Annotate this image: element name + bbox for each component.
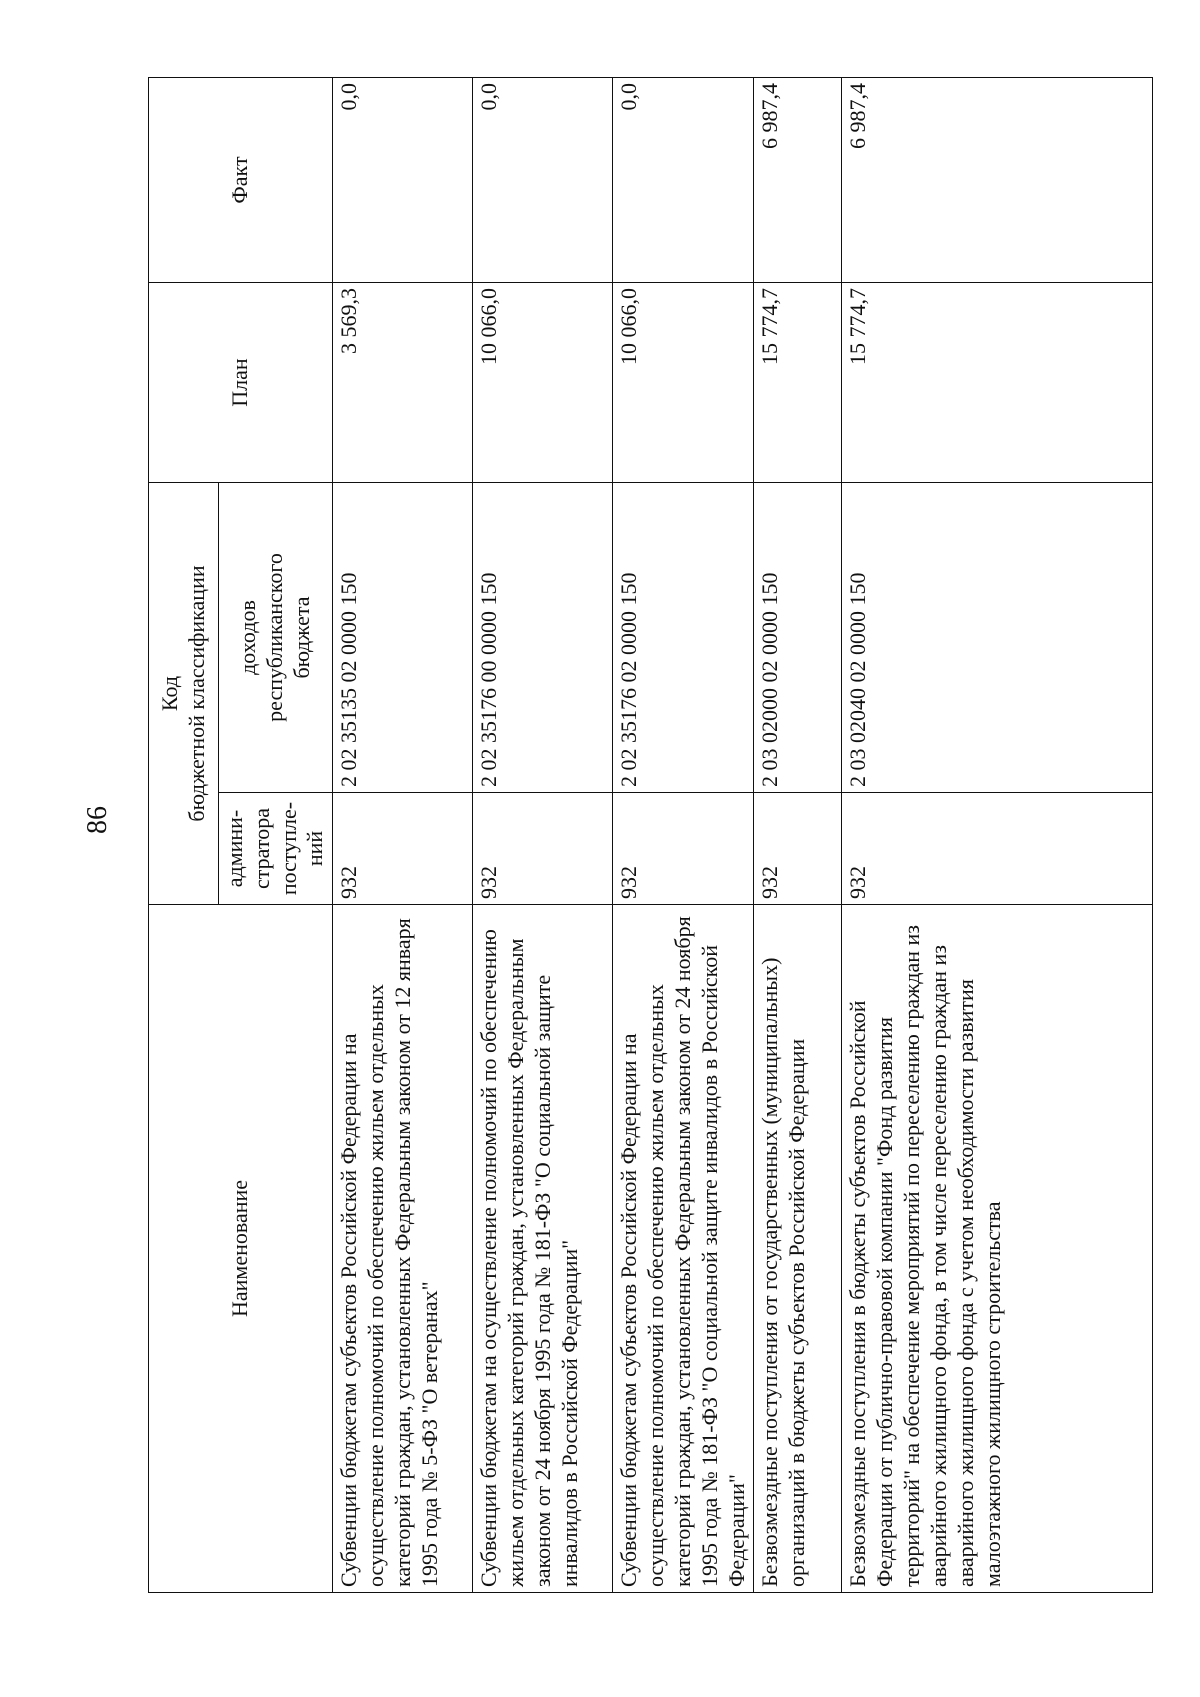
row-admin: 932 xyxy=(842,793,1153,905)
row-admin: 932 xyxy=(473,793,613,905)
row-name: Безвозмездные поступления от государственных (муниципальных) организаций в бюджеты субъектов Российской Федерации xyxy=(754,905,842,1593)
row-code: 2 02 35176 00 0000 150 xyxy=(473,483,613,793)
row-fact: 0,0 xyxy=(613,78,754,283)
page-number: 86 xyxy=(82,806,113,834)
header-code-group: Код бюджетной классификации xyxy=(149,483,219,905)
row-code: 2 03 02000 02 0000 150 xyxy=(754,483,842,793)
row-admin: 932 xyxy=(333,793,473,905)
row-plan: 15 774,7 xyxy=(842,283,1153,483)
row-plan: 15 774,7 xyxy=(754,283,842,483)
header-fact: Факт xyxy=(149,78,333,283)
row-admin: 932 xyxy=(613,793,754,905)
row-name: Субвенции бюджетам субъектов Российской Федерации на осуществление полномочий по обеспечению жильем отдельных категорий граждан, установленных Федеральным законом от 12 января 1995 года № 5-ФЗ "О ветеранах" xyxy=(333,905,473,1593)
row-plan: 10 066,0 xyxy=(613,283,754,483)
row-name: Субвенции бюджетам на осуществление полномочий по обеспечению жильем отдельных категорий граждан, установленных Федеральным законом от 24 ноября 1995 года № 181-ФЗ "О социальной защите инвалидов в Российской Федерации" xyxy=(473,905,613,1593)
header-revenue-code: доходов республиканского бюджета xyxy=(219,483,333,793)
header-name: Наименование xyxy=(149,905,333,1593)
rotated-table-frame xyxy=(148,78,1153,1593)
row-plan: 10 066,0 xyxy=(473,283,613,483)
row-name: Безвозмездные поступления в бюджеты субъектов Российской Федерации от публично-правовой компании "Фонд развития территорий" на обеспечение мероприятий по переселению граждан из аварийного жилищного фонда, в том числе переселению граждан из аварийного жилищного фонда с учетом необходимости развития малоэтажного жилищного строительства xyxy=(842,905,1153,1593)
row-plan: 3 569,3 xyxy=(333,283,473,483)
row-fact: 0,0 xyxy=(333,78,473,283)
row-fact: 6 987,4 xyxy=(842,78,1153,283)
table-row xyxy=(613,78,754,1593)
row-code: 2 02 35135 02 0000 150 xyxy=(333,483,473,793)
header-admin: админи- стратора поступле- ний xyxy=(219,793,333,905)
header-plan: План xyxy=(149,283,333,483)
row-fact: 0,0 xyxy=(473,78,613,283)
table-row xyxy=(473,78,613,1593)
row-admin: 932 xyxy=(754,793,842,905)
row-fact: 6 987,4 xyxy=(754,78,842,283)
budget-table xyxy=(148,77,1153,1593)
row-name: Субвенции бюджетам субъектов Российской Федерации на осуществление полномочий по обеспечению жильем отдельных категорий граждан, установленных Федеральным законом от 24 ноября 1995 года № 181-ФЗ "О социальной защите инвалидов в Российской Федерации" xyxy=(613,905,754,1593)
table-row xyxy=(754,78,842,1593)
table-container xyxy=(148,78,1153,1593)
table-row xyxy=(842,78,1153,1593)
table-row xyxy=(333,78,473,1593)
row-code: 2 03 02040 02 0000 150 xyxy=(842,483,1153,793)
row-code: 2 02 35176 02 0000 150 xyxy=(613,483,754,793)
